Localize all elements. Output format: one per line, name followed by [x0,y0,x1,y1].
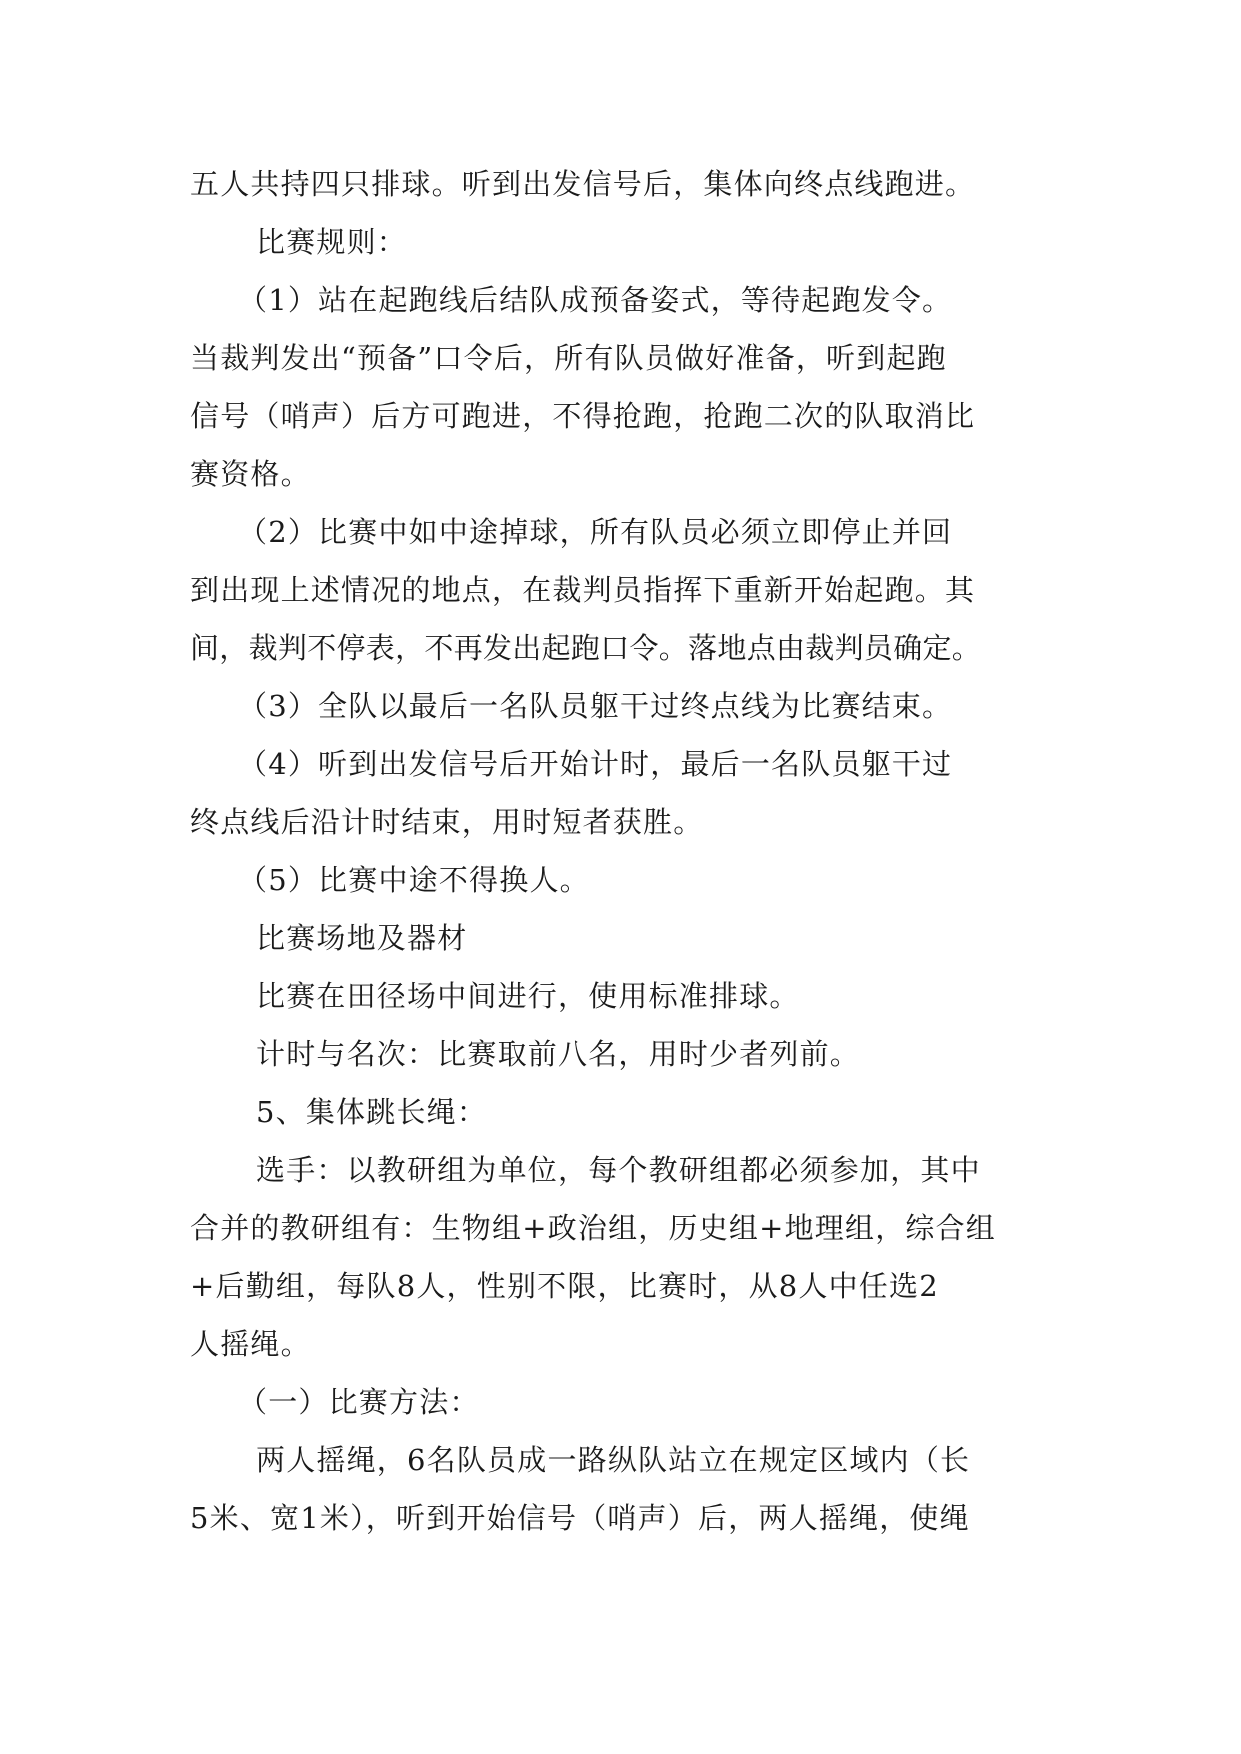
text-line-12: 终点线后沿计时结束，用时短者获胜。 [190,805,704,839]
text-line-20: +后勤组，每队8人，性别不限，比赛时，从8人中任选2 [190,1269,939,1303]
section-heading-method: （一）比赛方法： [238,1385,480,1419]
text-line-11: （4）听到出发信号后开始计时，最后一名队员躯干过 [238,747,953,781]
text-line-15: 比赛在田径场中间进行，使用标准排球。 [256,979,800,1013]
text-line-3: （1）站在起跑线后结队成预备姿式，等待起跑发令。 [238,283,953,317]
section-heading-rules: 比赛规则： [256,225,408,259]
text-line-6: 赛资格。 [190,457,311,491]
text-line-23: 两人摇绳，6名队员成一路纵队站立在规定区域内（长 [256,1443,971,1477]
text-line-4: 当裁判发出“预备”口令后，所有队员做好准备，听到起跑 [190,341,947,375]
text-line-18: 选手：以教研组为单位，每个教研组都必须参加，其中 [256,1153,981,1187]
text-line-16: 计时与名次：比赛取前八名，用时少者列前。 [256,1037,861,1071]
text-line-1: 五人共持四只排球。听到出发信号后，集体向终点线跑进。 [190,167,976,201]
text-line-5: 信号（哨声）后方可跑进，不得抢跑，抢跑二次的队取消比 [190,399,976,433]
section-heading-jump-rope: 5、集体跳长绳： [256,1095,488,1129]
text-line-13: （5）比赛中途不得换人。 [238,863,590,897]
text-line-9: 间，裁判不停表，不再发出起跑口令。落地点由裁判员确定。 [190,631,982,665]
text-line-19: 合并的教研组有：生物组+政治组，历史组+地理组，综合组 [190,1211,996,1245]
text-line-10: （3）全队以最后一名队员躯干过终点线为比赛结束。 [238,689,953,723]
text-line-7: （2）比赛中如中途掉球，所有队员必须立即停止并回 [238,515,953,549]
text-line-8: 到出现上述情况的地点，在裁判员指挥下重新开始起跑。其 [190,573,976,607]
text-line-24: 5米、宽1米），听到开始信号（哨声）后，两人摇绳，使绳 [190,1501,970,1535]
section-heading-venue: 比赛场地及器材 [256,921,468,955]
text-line-21: 人摇绳。 [190,1327,311,1361]
